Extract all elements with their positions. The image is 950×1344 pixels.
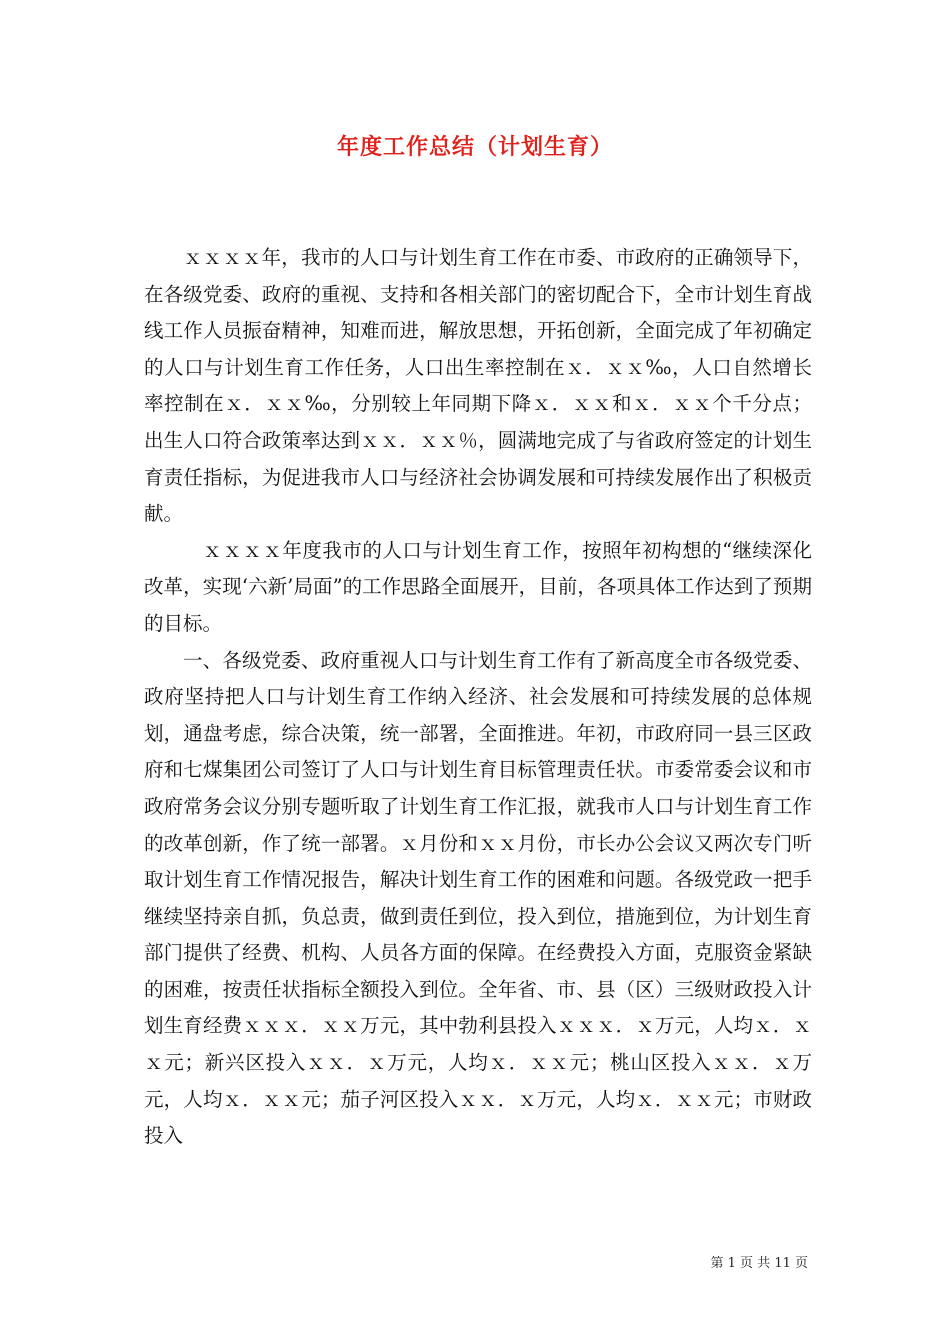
document-body xyxy=(144,240,812,1155)
paragraph-section-one: 一、各级党委、政府重视人口与计划生育工作有了新高度全市各级党委、政府坚持把人口与计划生育工作纳入经济、社会发展和可持续发展的总体规划，通盘考虑，综合决策，统一部署，全面推进。年初，市政府同一县三区政府和七煤集团公司签订了人口与计划生育目标管理责任状。市委常委会议和市政府常务会议分别专题听取了计划生育工作汇报，就我市人口与计划生育工作的改革创新，作了统一部署。ｘ月份和ｘｘ月份，市长办公会议又两次专门听取计划生育工作情况报告，解决计划生育工作的困难和问题。各级党政一把手继续坚持亲自抓，负总责，做到责任到位，投入到位，措施到位，为计划生育部门提供了经费、机构、人员各方面的保障。在经费投入方面，克服资金紧缺的困难，按责任状指标全额投入到位。全年省、市、县（区）三级财政投入计划生育经费ｘｘｘ．ｘｘ万元，其中勃利县投入ｘｘｘ．ｘ万元，人均ｘ．ｘｘ元；新兴区投入ｘｘ．ｘ万元，人均ｘ．ｘｘ元；桃山区投入ｘｘ．ｘ万元，人均ｘ．ｘｘ元；茄子河区投入ｘｘ．ｘ万元，人均ｘ．ｘｘ元；市财政投入 xyxy=(144,648,812,1148)
page-number-footer: 第 1 页 共 11 页 xyxy=(710,1256,808,1271)
paragraph-overview: ｘｘｘｘ年度我市的人口与计划生育工作，按照年初构想的“继续深化改革，实现‘六新’局面”的工作思路全面展开，目前，各项具体工作达到了预期的目标。 xyxy=(144,538,812,635)
paragraph-intro: ｘｘｘｘ年，我市的人口与计划生育工作在市委、市政府的正确领导下，在各级党委、政府的重视、支持和各相关部门的密切配合下，全市计划生育战线工作人员振奋精神，知难而进，解放思想，开拓创新，全面完成了年初确定的人口与计划生育工作任务，人口出生率控制在ｘ．ｘｘ‰，人口自然增长率控制在ｘ．ｘｘ‰，分别较上年同期下降ｘ．ｘｘ和ｘ．ｘｘ个千分点；出生人口符合政策率达到ｘｘ．ｘｘ％，圆满地完成了与省政府签定的计划生育责任指标，为促进我市人口与经济社会协调发展和可持续发展作出了积极贡献。 xyxy=(144,246,812,526)
document-title: 年度工作总结（计划生育） xyxy=(336,134,613,160)
